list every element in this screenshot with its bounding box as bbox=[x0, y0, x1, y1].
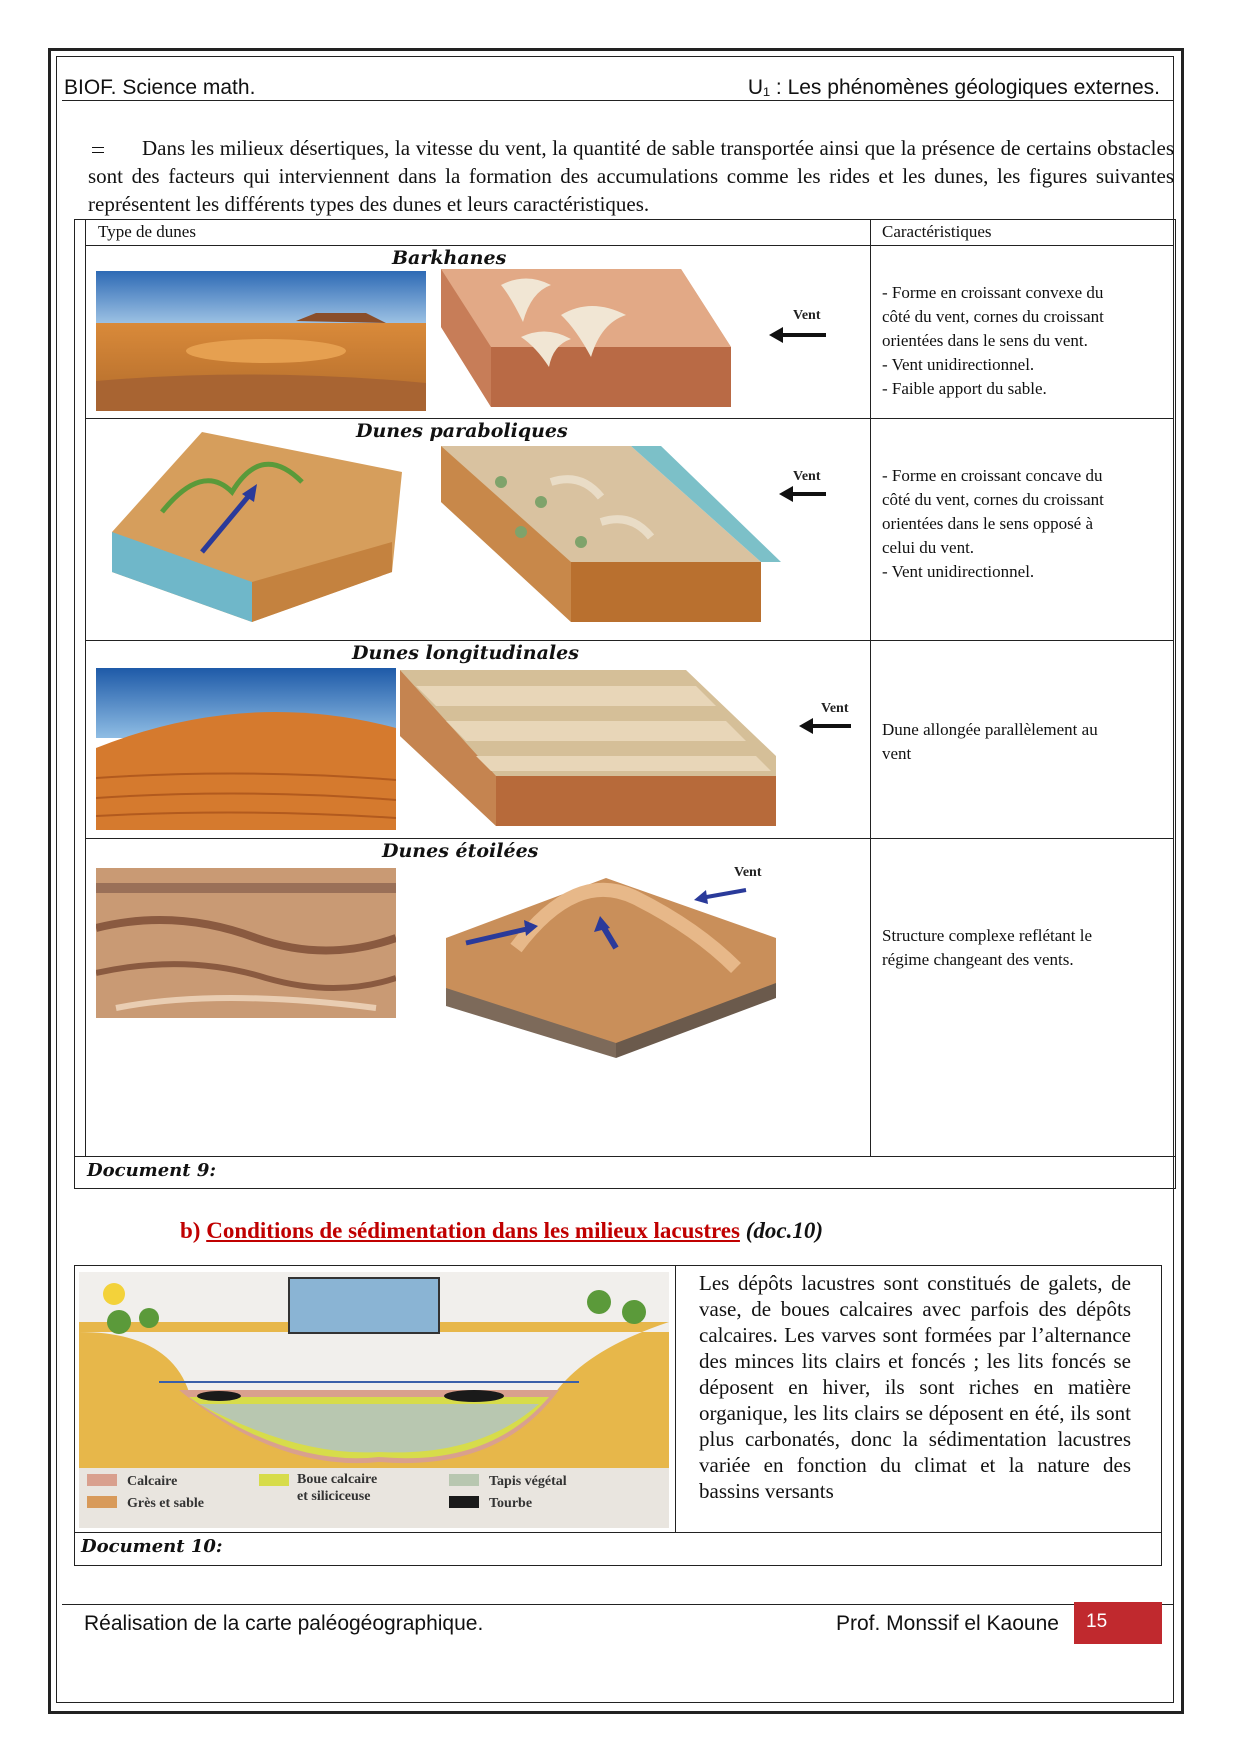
legend-swatch-tourbe bbox=[449, 1496, 479, 1508]
row-desc-barkhanes bbox=[882, 281, 1162, 401]
row-desc-longitudinales bbox=[882, 718, 1162, 766]
longitudinales-wind-arrow-icon bbox=[799, 718, 813, 734]
page-number: 15 bbox=[1086, 1611, 1108, 1632]
header-divider bbox=[62, 100, 1174, 101]
barkhanes-line-1: - Forme en croissant convexe du bbox=[882, 283, 1104, 302]
intro-paragraph bbox=[88, 134, 1174, 218]
barkhanes-wind-arrow-icon bbox=[769, 327, 783, 343]
header-caracteristiques: Caractéristiques bbox=[882, 222, 992, 241]
sun-icon bbox=[103, 1283, 125, 1305]
section-b-ref: (doc.10) bbox=[745, 1218, 823, 1243]
row-desc-paraboliques bbox=[882, 464, 1162, 584]
paraboliques-block-diagram-left bbox=[102, 422, 412, 634]
table-row-longitudinales bbox=[86, 640, 1174, 839]
header-subject: BIOF. Science math. bbox=[64, 76, 256, 99]
document-10-caption: Document 10: bbox=[81, 1536, 223, 1557]
doc10-caption-divider bbox=[75, 1532, 1161, 1533]
caption-divider bbox=[75, 1156, 1175, 1157]
longitudinales-photo bbox=[96, 668, 396, 830]
barkhanes-block-diagram bbox=[431, 267, 861, 412]
page-number-badge bbox=[1074, 1602, 1162, 1644]
bullet-dash-icon bbox=[92, 147, 104, 153]
paraboliques-line-4: celui du vent. bbox=[882, 538, 975, 557]
table-row-barkhanes bbox=[86, 245, 1174, 419]
legend-swatch-tapis bbox=[449, 1474, 479, 1486]
etoilees-photo bbox=[96, 868, 396, 1018]
paraboliques-line-2: côté du vent, cornes du croissant bbox=[882, 490, 1104, 509]
intro-text: Dans les milieux désertiques, la vitesse du vent, la quantité de sable transportée ainsi que la présence de certains obstacles sont des facteurs qui interviennent dans la formation des accumulations comme les rides et les dunes, les figures suivantes représentent les différents types des dunes et leurs caractéristiques. bbox=[88, 136, 1174, 216]
row-title-longitudinales: Dunes longitudinales bbox=[352, 642, 579, 664]
paraboliques-line-5: - Vent unidirectionnel. bbox=[882, 562, 1035, 581]
table-row-etoilees bbox=[86, 838, 1174, 1060]
doc10-column-divider bbox=[675, 1266, 676, 1532]
row-desc-etoilees bbox=[882, 924, 1162, 972]
longitudinales-wind-label: Vent bbox=[821, 701, 849, 716]
row-title-barkhanes: Barkhanes bbox=[392, 247, 507, 269]
lacustre-diagram bbox=[79, 1272, 669, 1528]
paraboliques-wind-arrow-icon bbox=[779, 486, 793, 502]
header-unit: U₁ : Les phénomènes géologiques externes. bbox=[747, 76, 1160, 99]
document-9-caption: Document 9: bbox=[87, 1160, 216, 1181]
longitudinales-line-1: Dune allongée parallèlement au bbox=[882, 720, 1098, 739]
row-title-etoilees: Dunes étoilées bbox=[382, 840, 539, 862]
legend-label-tapis: Tapis végétal bbox=[489, 1474, 567, 1489]
legend-swatch-boue bbox=[259, 1474, 289, 1486]
legend-label-tourbe: Tourbe bbox=[489, 1496, 533, 1511]
barkhanes-photo bbox=[96, 271, 426, 411]
section-b-title: Conditions de sédimentation dans les milieux lacustres bbox=[206, 1218, 740, 1243]
etoilees-line-2: régime changeant des vents. bbox=[882, 950, 1074, 969]
table-row-paraboliques bbox=[86, 418, 1174, 641]
document-9-body bbox=[85, 220, 1174, 1156]
paraboliques-wind-label: Vent bbox=[793, 469, 821, 484]
etoilees-wind-arrow-icon-3 bbox=[694, 890, 708, 904]
paraboliques-line-3: orientées dans le sens opposé à bbox=[882, 514, 1094, 533]
footer-divider bbox=[62, 1604, 1174, 1605]
document-10-table bbox=[74, 1265, 1162, 1566]
longitudinales-line-2: vent bbox=[882, 744, 912, 763]
paraboliques-line-1: - Forme en croissant concave du bbox=[882, 466, 1103, 485]
row-title-paraboliques: Dunes paraboliques bbox=[356, 420, 568, 442]
legend-swatch-gres bbox=[87, 1496, 117, 1508]
etoilees-block-diagram bbox=[436, 858, 866, 1058]
document-9-table bbox=[74, 219, 1176, 1189]
table-header bbox=[86, 220, 1174, 246]
paraboliques-block-diagram-right bbox=[431, 442, 861, 632]
barkhanes-wind-label: Vent bbox=[793, 308, 821, 323]
etoilees-line-1: Structure complexe reflétant le bbox=[882, 926, 1093, 945]
legend-label-boue-2: et siliciceuse bbox=[297, 1489, 371, 1504]
barkhanes-line-4: - Vent unidirectionnel. bbox=[882, 355, 1035, 374]
legend-label-boue: Boue calcaire bbox=[297, 1472, 378, 1487]
footer-author: Prof. Monssif el Kaoune bbox=[836, 1612, 1059, 1635]
barkhanes-line-2: côté du vent, cornes du croissant bbox=[882, 307, 1104, 326]
footer-chapter: Réalisation de la carte paléogéographique. bbox=[84, 1612, 484, 1635]
legend-swatch-calcaire bbox=[87, 1474, 117, 1486]
barkhanes-line-3: orientées dans le sens du vent. bbox=[882, 331, 1088, 350]
section-b-heading bbox=[180, 1218, 823, 1244]
longitudinales-block-diagram bbox=[396, 666, 861, 831]
legend-label-gres: Grès et sable bbox=[127, 1496, 204, 1511]
barkhanes-line-5: - Faible apport du sable. bbox=[882, 379, 1047, 398]
section-b-label: b) bbox=[180, 1218, 201, 1243]
etoilees-wind-label: Vent bbox=[734, 865, 762, 880]
doc10-paragraph: Les dépôts lacustres sont constitués de galets, de vase, de boues calcaires avec parfois des dépôts calcaires. Les varves sont formées par l’alternance des minces lits clairs et foncés ; les lits foncés se déposent en hiver, ils sont riches en matière organique, les lits clairs se déposent en été, ils sont plus carbonatés, donc la sédimentation lacustres variée en fonction du climat et la nature des bassins versants bbox=[699, 1271, 1131, 1503]
legend-label-calcaire: Calcaire bbox=[127, 1474, 178, 1489]
header-type-de-dunes: Type de dunes bbox=[98, 222, 196, 241]
